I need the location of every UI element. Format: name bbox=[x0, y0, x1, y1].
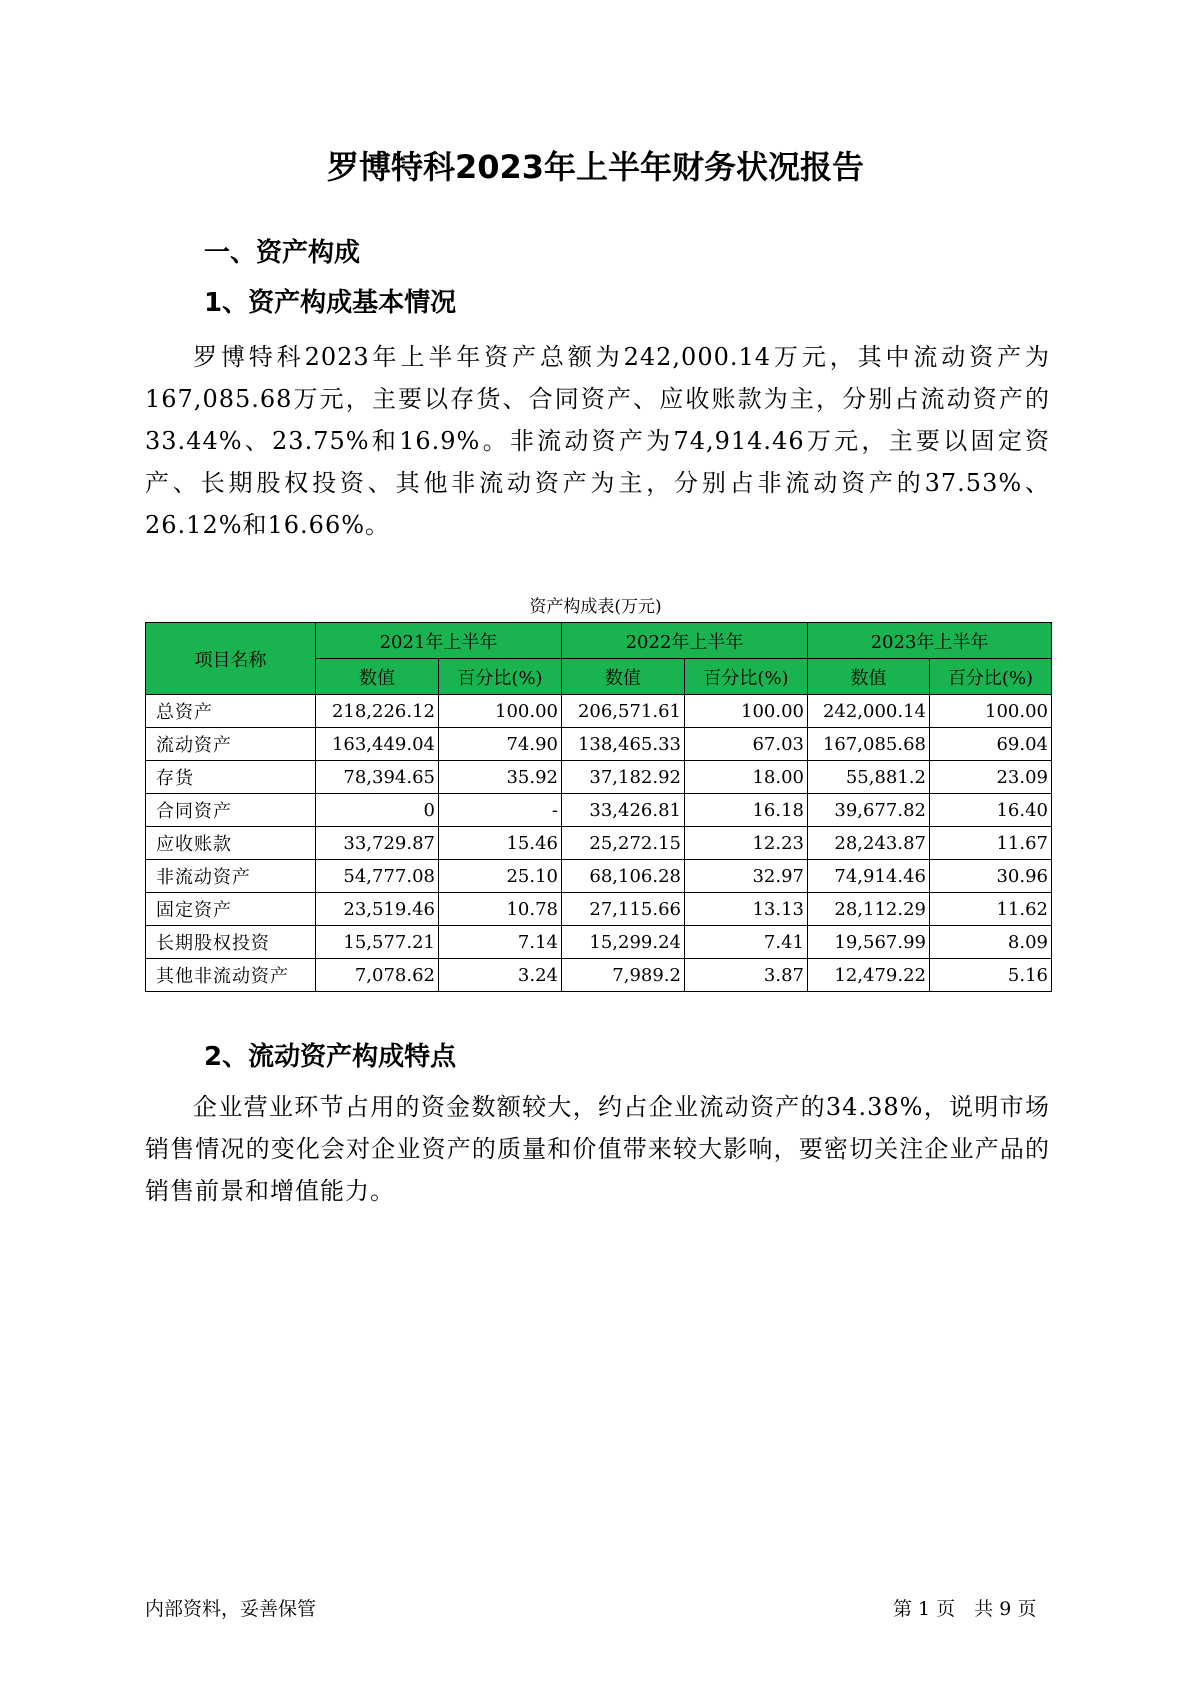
value-cell: 68,106.28 bbox=[562, 860, 685, 893]
percent-cell: 7.14 bbox=[439, 926, 562, 959]
table-row bbox=[146, 728, 1052, 761]
row-label: 应收账款 bbox=[146, 827, 316, 860]
value-cell: 163,449.04 bbox=[316, 728, 439, 761]
percent-cell: 30.96 bbox=[930, 860, 1052, 893]
footer-page-number: 第 1 页 共 9 页 bbox=[893, 1598, 1037, 1620]
percent-cell: 5.16 bbox=[930, 959, 1052, 992]
value-cell: 39,677.82 bbox=[808, 794, 930, 827]
percent-cell: 100.00 bbox=[439, 695, 562, 728]
value-cell: 15,299.24 bbox=[562, 926, 685, 959]
percent-cell: 8.09 bbox=[930, 926, 1052, 959]
percent-cell: 16.18 bbox=[685, 794, 808, 827]
percent-cell: 7.41 bbox=[685, 926, 808, 959]
value-cell: 242,000.14 bbox=[808, 695, 930, 728]
header-period-2021: 2021年上半年 bbox=[316, 623, 562, 659]
value-cell: 28,112.29 bbox=[808, 893, 930, 926]
percent-cell: 12.23 bbox=[685, 827, 808, 860]
header-period-2022: 2022年上半年 bbox=[562, 623, 808, 659]
value-cell: 7,989.2 bbox=[562, 959, 685, 992]
value-cell: 206,571.61 bbox=[562, 695, 685, 728]
percent-cell: 25.10 bbox=[439, 860, 562, 893]
header-value: 数值 bbox=[808, 659, 930, 695]
value-cell: 74,914.46 bbox=[808, 860, 930, 893]
row-label: 存货 bbox=[146, 761, 316, 794]
header-percent: 百分比(%) bbox=[930, 659, 1052, 695]
table-row bbox=[146, 695, 1052, 728]
value-cell: 78,394.65 bbox=[316, 761, 439, 794]
value-cell: 54,777.08 bbox=[316, 860, 439, 893]
percent-cell: 3.87 bbox=[685, 959, 808, 992]
value-cell: 19,567.99 bbox=[808, 926, 930, 959]
header-percent: 百分比(%) bbox=[439, 659, 562, 695]
table-caption: 资产构成表(万元) bbox=[529, 597, 662, 617]
table-row bbox=[146, 794, 1052, 827]
row-label: 总资产 bbox=[146, 695, 316, 728]
value-cell: 33,426.81 bbox=[562, 794, 685, 827]
row-label: 合同资产 bbox=[146, 794, 316, 827]
table-row bbox=[146, 761, 1052, 794]
document-title: 罗博特科2023年上半年财务状况报告 bbox=[326, 148, 865, 186]
table-row bbox=[146, 860, 1052, 893]
value-cell: 28,243.87 bbox=[808, 827, 930, 860]
percent-cell: 16.40 bbox=[930, 794, 1052, 827]
value-cell: 27,115.66 bbox=[562, 893, 685, 926]
percent-cell: 11.67 bbox=[930, 827, 1052, 860]
percent-cell: 3.24 bbox=[439, 959, 562, 992]
asset-table bbox=[145, 622, 1052, 992]
percent-cell: - bbox=[439, 794, 562, 827]
subsection-heading-basic: 1、资产构成基本情况 bbox=[204, 288, 457, 318]
value-cell: 37,182.92 bbox=[562, 761, 685, 794]
percent-cell: 69.04 bbox=[930, 728, 1052, 761]
value-cell: 25,272.15 bbox=[562, 827, 685, 860]
value-cell: 23,519.46 bbox=[316, 893, 439, 926]
header-period-2023: 2023年上半年 bbox=[808, 623, 1052, 659]
percent-cell: 18.00 bbox=[685, 761, 808, 794]
header-value: 数值 bbox=[316, 659, 439, 695]
value-cell: 7,078.62 bbox=[316, 959, 439, 992]
percent-cell: 67.03 bbox=[685, 728, 808, 761]
value-cell: 167,085.68 bbox=[808, 728, 930, 761]
table-row bbox=[146, 893, 1052, 926]
footer-confidential: 内部资料，妥善保管 bbox=[145, 1598, 317, 1620]
header-item-name: 项目名称 bbox=[146, 623, 316, 695]
row-label: 长期股权投资 bbox=[146, 926, 316, 959]
percent-cell: 23.09 bbox=[930, 761, 1052, 794]
table-row bbox=[146, 926, 1052, 959]
percent-cell: 35.92 bbox=[439, 761, 562, 794]
subsection-heading-current: 2、流动资产构成特点 bbox=[204, 1042, 457, 1072]
value-cell: 55,881.2 bbox=[808, 761, 930, 794]
header-value: 数值 bbox=[562, 659, 685, 695]
row-label: 固定资产 bbox=[146, 893, 316, 926]
percent-cell: 100.00 bbox=[685, 695, 808, 728]
asset-table-body bbox=[146, 695, 1052, 992]
percent-cell: 74.90 bbox=[439, 728, 562, 761]
value-cell: 15,577.21 bbox=[316, 926, 439, 959]
percent-cell: 11.62 bbox=[930, 893, 1052, 926]
header-percent: 百分比(%) bbox=[685, 659, 808, 695]
percent-cell: 13.13 bbox=[685, 893, 808, 926]
section-heading-assets: 一、资产构成 bbox=[204, 238, 361, 268]
percent-cell: 32.97 bbox=[685, 860, 808, 893]
row-label: 流动资产 bbox=[146, 728, 316, 761]
value-cell: 138,465.33 bbox=[562, 728, 685, 761]
paragraph-basic: 罗博特科2023年上半年资产总额为242,000.14万元，其中流动资产为167,085.68万元，主要以存货、合同资产、应收账款为主，分别占流动资产的33.44%、23.75%和16.9%。非流动资产为74,914.46万元，主要以固定资产、长期股权投资、其他非流动资产为主，分别占非流动资产的37.53%、26.12%和16.66%。 bbox=[145, 343, 1050, 539]
paragraph-current: 企业营业环节占用的资金数额较大，约占企业流动资产的34.38%，说明市场销售情况的变化会对企业资产的质量和价值带来较大影响，要密切关注企业产品的销售前景和增值能力。 bbox=[145, 1093, 1050, 1205]
value-cell: 0 bbox=[316, 794, 439, 827]
percent-cell: 15.46 bbox=[439, 827, 562, 860]
percent-cell: 10.78 bbox=[439, 893, 562, 926]
row-label: 非流动资产 bbox=[146, 860, 316, 893]
value-cell: 12,479.22 bbox=[808, 959, 930, 992]
percent-cell: 100.00 bbox=[930, 695, 1052, 728]
table-row bbox=[146, 827, 1052, 860]
value-cell: 218,226.12 bbox=[316, 695, 439, 728]
value-cell: 33,729.87 bbox=[316, 827, 439, 860]
table-row bbox=[146, 959, 1052, 992]
row-label: 其他非流动资产 bbox=[146, 959, 316, 992]
